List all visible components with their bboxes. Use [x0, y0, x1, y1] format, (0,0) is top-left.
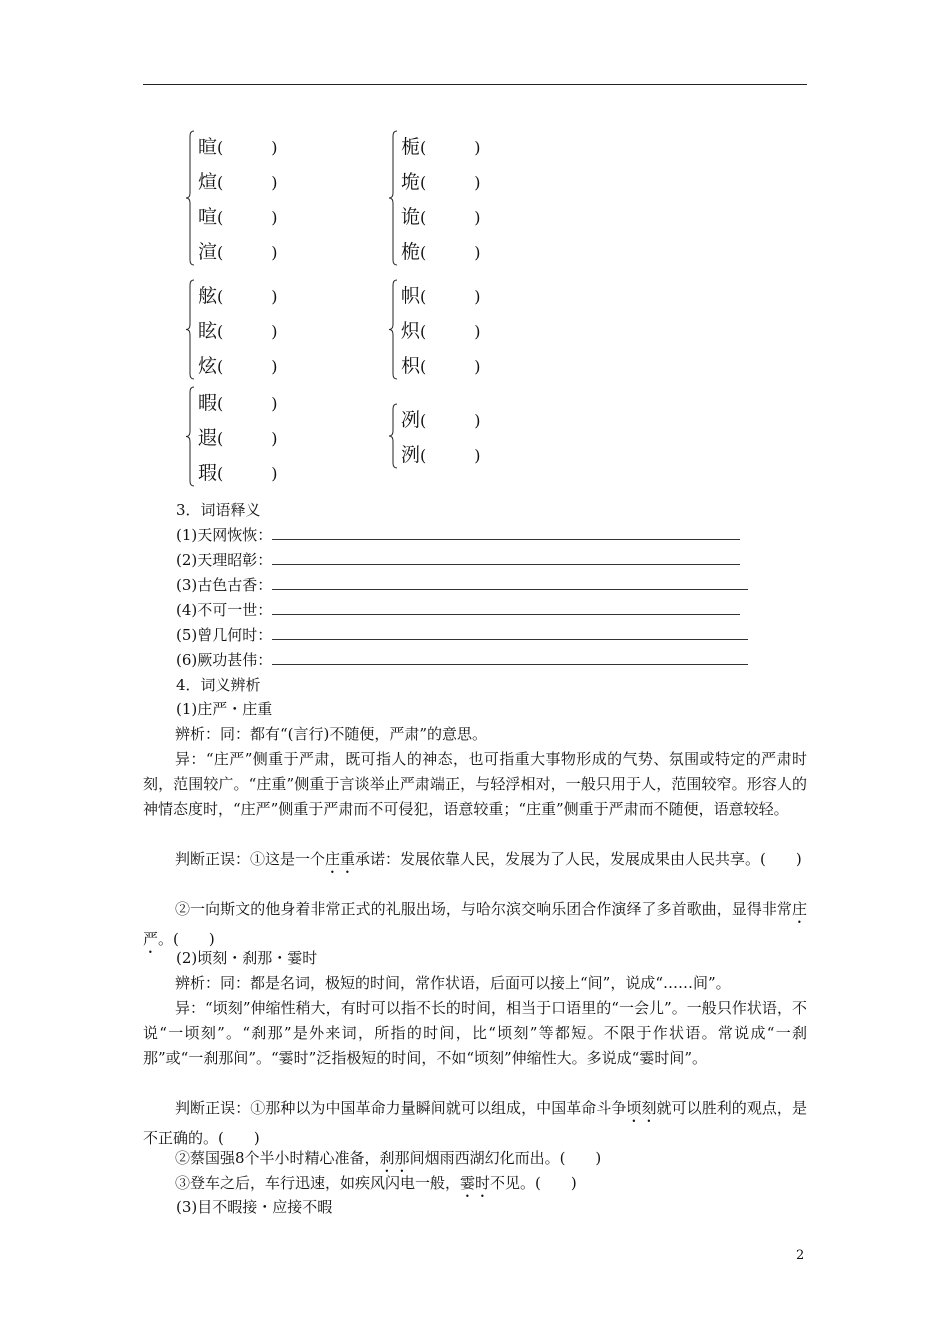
answer-line[interactable] [272, 600, 740, 615]
char-text: 渲 [198, 241, 218, 263]
sub2-title: (2)顷刻・刹那・霎时 [176, 949, 318, 967]
char-item [401, 202, 481, 229]
answer-blank[interactable]: ( ) [420, 446, 481, 465]
definition-item [176, 549, 740, 571]
char-text: 炽 [401, 320, 421, 342]
char-item [401, 316, 481, 343]
char-item [198, 132, 278, 159]
char-item [198, 351, 278, 378]
char-item [198, 202, 278, 229]
answer-blank[interactable]: ( ) [217, 173, 278, 192]
sub1-q2-emph: 庄严 [143, 900, 807, 948]
char-text: 栀 [401, 136, 421, 158]
answer-blank[interactable]: ( ) [217, 243, 278, 262]
char-item [401, 237, 481, 264]
definition-item [176, 624, 748, 646]
section4-heading: 4．词义辨析 [176, 676, 261, 694]
char-item [198, 458, 278, 485]
answer-blank[interactable]: ( ) [420, 208, 481, 227]
sub2-q3-emph: 霎时 [460, 1174, 491, 1192]
char-item [198, 388, 278, 415]
char-text: 遐 [198, 427, 218, 449]
char-text: 煊 [198, 171, 218, 193]
sub1-q1-emph: 庄重 [325, 850, 356, 868]
char-text: 冽 [401, 409, 421, 431]
answer-blank[interactable]: ( ) [217, 464, 278, 483]
char-group [389, 401, 509, 471]
sub3-title: (3)目不暇接・应接不暇 [176, 1198, 333, 1216]
answer-blank[interactable]: ( ) [420, 138, 481, 157]
char-group [186, 128, 306, 268]
char-text: 暇 [198, 392, 218, 414]
section3-heading: 3．词语释义 [176, 501, 261, 519]
char-item [401, 281, 481, 308]
char-text: 舷 [198, 285, 218, 307]
char-item [401, 405, 481, 432]
brace-icon [186, 128, 196, 268]
definition-item [176, 599, 740, 621]
sub1-analysis: 辨析：同：都有“(言行)不随便，严肃”的意思。 [175, 725, 488, 743]
answer-line[interactable] [272, 625, 748, 640]
char-item [401, 440, 481, 467]
answer-blank[interactable]: ( ) [420, 322, 481, 341]
char-text: 炫 [198, 355, 218, 377]
definition-term: (3)古色古香： [176, 576, 273, 594]
sub2-diff: 异：“顷刻”伸缩性稍大，有时可以指不长的时间，相当于口语里的“一会儿”。一般只作状语，不说“一顷刻”。“刹那”是外来词，所指的时间，比“顷刻”等都短。不限于作状语。常说成“一刹那”或“一刹那间”。“霎时”泛指极短的时间，不如“顷刻”伸缩性大。多说成“霎时间”。 [143, 999, 807, 1067]
sub2-q1-emph: 顷刻 [626, 1099, 657, 1117]
page-number: 2 [796, 1248, 805, 1263]
char-text: 暄 [198, 136, 218, 158]
char-group [389, 128, 509, 268]
sub2-question1: 判断正误：①那种以为中国革命力量瞬间就可以组成，中国革命斗争顷刻就可以胜利的观点，是不正确的。( ) [143, 1099, 807, 1147]
char-text: 喧 [198, 206, 218, 228]
answer-blank[interactable]: ( ) [420, 243, 481, 262]
char-text: 诡 [401, 206, 421, 228]
answer-line[interactable] [272, 525, 740, 540]
definition-term: (4)不可一世： [176, 601, 273, 619]
char-item [198, 237, 278, 264]
answer-blank[interactable]: ( ) [217, 394, 278, 413]
char-item [401, 167, 481, 194]
answer-blank[interactable]: ( ) [217, 287, 278, 306]
answer-line[interactable] [272, 550, 740, 565]
char-text: 瑕 [198, 462, 218, 484]
definition-item [176, 524, 740, 546]
char-text: 帜 [401, 285, 421, 307]
brace-icon [186, 277, 196, 382]
sub2-question3: ③登车之后，车行迅速，如疾风闪电一般，霎时不见。( ) [175, 1174, 577, 1192]
answer-blank[interactable]: ( ) [217, 357, 278, 376]
sub2-q2-emph: 刹那 [379, 1149, 410, 1167]
brace-icon [389, 277, 399, 382]
answer-blank[interactable]: ( ) [420, 357, 481, 376]
sub1-question1: 判断正误：①这是一个庄重承诺：发展依靠人民，发展为了人民，发展成果由人民共享。( ) [175, 850, 802, 868]
brace-icon [186, 384, 196, 489]
char-item [401, 132, 481, 159]
definition-term: (5)曾几何时： [176, 626, 273, 644]
char-item [198, 167, 278, 194]
definition-item [176, 649, 748, 671]
definition-term: (6)厥功甚伟： [176, 651, 273, 669]
definition-item [176, 574, 748, 596]
sub1-question2: ②一向斯文的他身着非常正式的礼服出场，与哈尔滨交响乐团合作演绎了多首歌曲，显得非常庄严。( ) [143, 900, 807, 948]
char-text: 垝 [401, 171, 421, 193]
char-group [389, 277, 509, 382]
answer-blank[interactable]: ( ) [217, 429, 278, 448]
brace-icon [389, 401, 399, 471]
char-item [198, 281, 278, 308]
answer-line[interactable] [272, 650, 748, 665]
answer-blank[interactable]: ( ) [217, 138, 278, 157]
answer-line[interactable] [272, 575, 748, 590]
sub1-title: (1)庄严・庄重 [176, 700, 273, 718]
char-group [186, 277, 306, 382]
sub2-question2: ②蔡国强8个半小时精心准备，刹那间烟雨西湖幻化而出。( ) [175, 1149, 602, 1167]
answer-blank[interactable]: ( ) [420, 411, 481, 430]
answer-blank[interactable]: ( ) [217, 322, 278, 341]
answer-blank[interactable]: ( ) [217, 208, 278, 227]
char-item [401, 351, 481, 378]
sub2-analysis: 辨析：同：都是名词，极短的时间，常作状语，后面可以接上“间”，说成“……间”。 [175, 974, 731, 992]
char-group [186, 384, 306, 489]
sub1-diff: 异：“庄严”侧重于严肃，既可指人的神态，也可指重大事物形成的气势、氛围或特定的严肃时刻，范围较广。“庄重”侧重于言谈举止严肃端正，与轻浮相对，一般只用于人，范围较窄。形容人的神情态度时，“庄严”侧重于严肃而不可侵犯，语意较重；“庄重”侧重于严肃而不随便，语意较轻。 [143, 750, 807, 818]
char-text: 洌 [401, 444, 421, 466]
char-text: 桅 [401, 241, 421, 263]
header-rule [143, 84, 807, 85]
answer-blank[interactable]: ( ) [420, 173, 481, 192]
char-item [198, 316, 278, 343]
brace-icon [389, 128, 399, 268]
char-text: 眩 [198, 320, 218, 342]
definition-term: (1)天网恢恢： [176, 526, 273, 544]
char-text: 枳 [401, 355, 421, 377]
char-item [198, 423, 278, 450]
answer-blank[interactable]: ( ) [420, 287, 481, 306]
definition-term: (2)天理昭彰： [176, 551, 273, 569]
